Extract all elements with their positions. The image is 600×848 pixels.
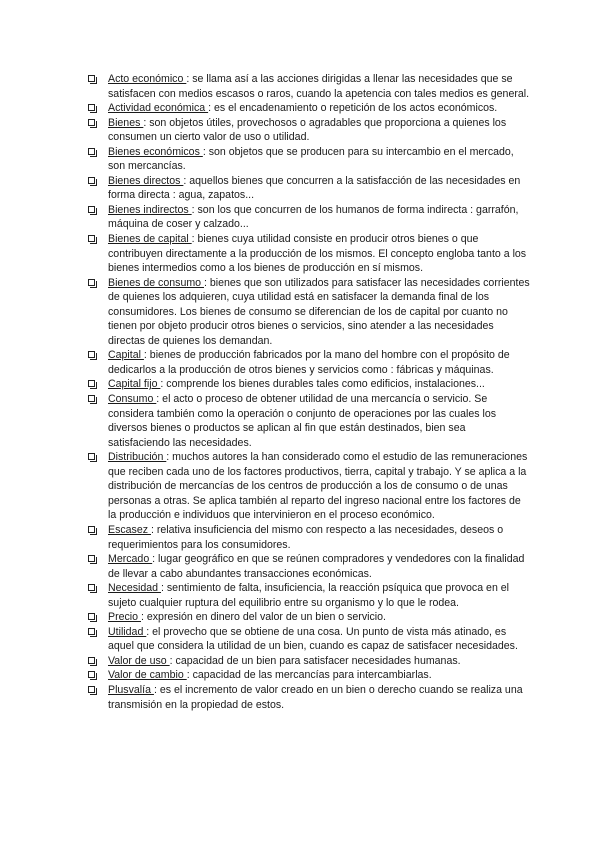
- glossary-entry-bienes-de-consumo: [86, 276, 530, 349]
- glossary-definition: : son objetos que se producen para su intercambio en el mercado, son mercancías.: [108, 145, 514, 173]
- glossary-term: Consumo: [108, 393, 157, 406]
- glossary-term: Necesidad: [108, 582, 161, 595]
- glossary-term: Bienes directos: [108, 174, 184, 187]
- glossary-definition: : es el encadenamiento o repetición de los actos económicos.: [208, 102, 498, 115]
- checkbox-bullet-icon: [88, 555, 95, 562]
- glossary-definition: : bienes que son utilizados para satisfacer las necesidades corrientes de quienes los adquieren, cuya utilidad está en satisfacer la demanda final de los consumidores. Los bienes de consumo se diferencian de los de capital por cuanto no tienen por objeto producir otros bienes o servicios, sino atender a las necesidades directas de quienes los demandan.: [108, 276, 530, 347]
- glossary-entry-valor-de-uso: [86, 654, 530, 669]
- glossary-term: Bienes: [108, 116, 144, 129]
- glossary-definition: : expresión en dinero del valor de un bien o servicio.: [140, 611, 386, 624]
- glossary-entry-actividad-economica: [86, 101, 530, 116]
- checkbox-bullet-icon: [88, 686, 95, 693]
- glossary-term: Escasez: [108, 523, 151, 536]
- checkbox-bullet-icon: [88, 584, 95, 591]
- glossary-term: Actividad económica: [108, 102, 209, 115]
- glossary-term: Bienes de capital: [108, 233, 192, 246]
- glossary-term: Acto económico: [108, 73, 187, 85]
- glossary-definition: : capacidad de un bien para satisfacer necesidades humanas.: [169, 654, 461, 667]
- glossary-definition: : comprende los bienes durables tales como edificios, instalaciones...: [160, 378, 485, 391]
- checkbox-bullet-icon: [88, 206, 95, 213]
- checkbox-bullet-icon: [88, 395, 95, 402]
- glossary-entry-plusvalia: [86, 683, 530, 712]
- glossary-entry-bienes-indirectos: [86, 203, 530, 232]
- checkbox-bullet-icon: [88, 453, 95, 460]
- glossary-entry-distribucion: [86, 450, 530, 523]
- glossary-term: Bienes indirectos: [108, 203, 192, 216]
- checkbox-bullet-icon: [88, 671, 95, 678]
- checkbox-bullet-icon: [88, 628, 95, 635]
- glossary-definition: : es el incremento de valor creado en un bien o derecho cuando se realiza una transmisión en la propiedad de estos.: [108, 683, 523, 711]
- glossary-entry-valor-de-cambio: [86, 668, 530, 683]
- checkbox-bullet-icon: [88, 235, 95, 242]
- glossary-term: Capital: [108, 349, 144, 362]
- glossary-term: Distribución: [108, 451, 167, 464]
- glossary-entry-bienes-economicos: [86, 145, 530, 174]
- glossary-entry-consumo: [86, 392, 530, 450]
- glossary-definition: : el provecho que se obtiene de una cosa. Un punto de vista más atinado, es aquel que considera la utilidad de un bien, cuando es capaz de satisfacer necesidades.: [108, 625, 518, 653]
- glossary-entry-acto-economico: [86, 72, 530, 101]
- glossary-term: Bienes de consumo: [108, 276, 204, 289]
- glossary-entry-bienes: [86, 116, 530, 145]
- checkbox-bullet-icon: [88, 279, 95, 286]
- glossary-definition: : son los que concurren de los humanos de forma indirecta : garrafón, máquina de coser y calzado...: [108, 203, 519, 231]
- glossary-entry-bienes-directos: [86, 174, 530, 203]
- glossary-term: Capital fijo: [108, 378, 161, 391]
- glossary-entry-capital: [86, 348, 530, 377]
- glossary-term: Utilidad: [108, 625, 147, 638]
- checkbox-bullet-icon: [88, 380, 95, 387]
- checkbox-bullet-icon: [88, 613, 95, 620]
- glossary-entry-utilidad: [86, 625, 530, 654]
- glossary-entry-mercado: [86, 552, 530, 581]
- checkbox-bullet-icon: [88, 657, 95, 664]
- glossary-definition: : son objetos útiles, provechosos o agradables que proporciona a quienes los consumen un cierto valor de uso o utilidad.: [108, 116, 507, 144]
- glossary-entry-escasez: [86, 523, 530, 552]
- checkbox-bullet-icon: [88, 177, 95, 184]
- glossary-definition: : sentimiento de falta, insuficiencia, la reacción psíquica que provoca en el sujeto cualquier ruptura del equilibrio entre su organismo y lo que le rodea.: [108, 582, 510, 609]
- glossary-definition: : aquellos bienes que concurren a la satisfacción de las necesidades en forma directa : agua, zapatos...: [108, 174, 521, 202]
- glossary-definition: : muchos autores la han considerado como el estudio de las remuneraciones que reciben cada uno de los factores productivos, tierra, capital y trabajo. Y se aplica a la distribución de mercancías de los centros de producción a los de consumo o de unas personas a otras. Se aplica también al reparto del ingreso nacional entre los factores de la producción e individuos que intervinieron en el proceso económico.: [108, 451, 528, 522]
- glossary-definition: : bienes de producción fabricados por la mano del hombre con el propósito de dedicarlos a la producción de otros bienes y servicios como : fábricas y máquinas.: [108, 349, 510, 376]
- glossary-definition: : bienes cuya utilidad consiste en producir otros bienes o que contribuyen directamente a la producción de los mismos. El concepto engloba tanto a los bienes intermedios como a los bienes de producción en sí mismos.: [108, 233, 527, 275]
- checkbox-bullet-icon: [88, 104, 95, 111]
- glossary-term: Bienes económicos: [108, 145, 203, 158]
- glossary-definition: : capacidad de las mercancías para intercambiarlas.: [186, 669, 432, 682]
- glossary-term: Plusvalía: [108, 683, 154, 696]
- glossary-term: Precio: [108, 611, 141, 624]
- glossary-definition: : el acto o proceso de obtener utilidad de una mercancía o servicio. Se considera también como la operación o conjunto de operaciones por las cuales los diversos bienes o productos se aplican al fin que están destinados, bien sea satisfaciendo las necesidades.: [108, 393, 497, 449]
- checkbox-bullet-icon: [88, 526, 95, 533]
- glossary-entry-capital-fijo: [86, 377, 530, 392]
- checkbox-bullet-icon: [88, 148, 95, 155]
- checkbox-bullet-icon: [88, 351, 95, 358]
- glossary-entry-precio: [86, 610, 530, 625]
- glossary-definition: : lugar geográfico en que se reúnen compradores y vendedores con la finalidad de llevar a cabo abundantes transacciones económicas.: [108, 553, 525, 580]
- glossary-definition: : se llama así a las acciones dirigidas a llenar las necesidades que se satisfacen con medios escasos o raros, cuando la apetencia con tales medios es general.: [108, 73, 530, 100]
- glossary-list: [86, 72, 530, 712]
- glossary-term: Mercado: [108, 553, 153, 566]
- glossary-definition: : relativa insuficiencia del mismo con respecto a las necesidades, deseos o requerimientos para los consumidores.: [108, 523, 504, 551]
- checkbox-bullet-icon: [88, 75, 95, 82]
- glossary-term: Valor de uso: [108, 654, 170, 667]
- checkbox-bullet-icon: [88, 119, 95, 126]
- glossary-entry-necesidad: [86, 581, 530, 610]
- glossary-term: Valor de cambio: [108, 669, 187, 682]
- glossary-entry-bienes-de-capital: [86, 232, 530, 276]
